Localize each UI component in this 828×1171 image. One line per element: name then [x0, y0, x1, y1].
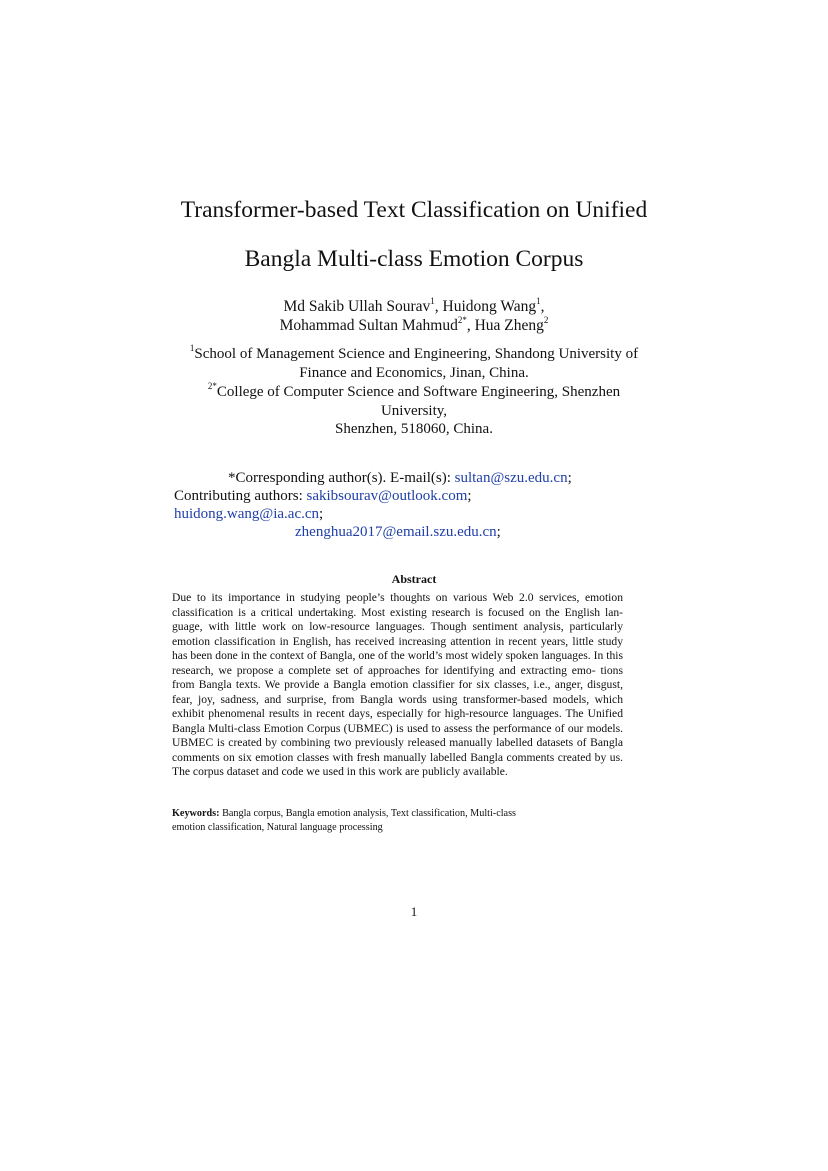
author-separator: , [434, 298, 443, 315]
keywords-line-2: emotion classification, Natural language processing [172, 822, 383, 833]
corresponding-label: *Corresponding author(s). E-mail(s): [228, 470, 455, 486]
author-affiliation-mark: 1 [536, 295, 541, 306]
contributing-email-link[interactable]: huidong.wang@ia.ac.cn [174, 506, 320, 522]
contributing-email-link[interactable]: sakibsourav@outlook.com [306, 488, 468, 504]
separator: ; [319, 506, 324, 522]
paper-title-line-1: Transformer-based Text Classification on Unified [180, 197, 648, 223]
affiliation-mark: 2* [207, 381, 217, 391]
paper-title-line-2: Bangla Multi-class Emotion Corpus [244, 246, 584, 272]
separator: ; [567, 470, 572, 486]
affiliation-mark: 1 [189, 343, 195, 353]
author-line-1 [0, 297, 828, 317]
corresponding-author-line [228, 469, 572, 487]
affiliation-1-line-2: Finance and Economics, Jinan, China. [299, 365, 529, 381]
author-affiliation-mark: 1 [430, 295, 435, 306]
author-name: Huidong Wang [442, 298, 537, 315]
separator: ; [467, 488, 472, 504]
affiliation-2-line-3: Shenzhen, 518060, China. [335, 421, 493, 437]
affiliation-text: School of Management Science and Engineering, Shandong University of [194, 346, 639, 362]
keywords-text: Bangla corpus, Bangla emotion analysis, Text classification, Multi-class [219, 808, 517, 819]
abstract-heading: Abstract [391, 572, 437, 586]
contributing-email-line-3 [295, 523, 501, 541]
author-separator: , [466, 317, 475, 334]
author-affiliation-mark: 2 [543, 314, 549, 325]
author-line-2 [0, 316, 828, 336]
contributing-label: Contributing authors: [174, 488, 307, 504]
abstract-body: Due to its importance in studying people’s thoughts on various Web 2.0 services, emotion classification is a critical undertaking. Most existing research is focused on the English lan- guage, with little work on low-resource languages. Though sentiment analysis, particularly emotion classification in English, has received increasing attention in recent years, little study has been done in the context of Bangla, one of the world’s most widely spoken languages. In this research, we propose a complete set of approaches for identifying and extracting emo- tions from Bangla texts. We provide a Bangla emotion classifier for six classes, i.e., anger, disgust, fear, joy, sadness, and surprise, from Bangla words using transformer-based models, which exhibit phenomenal results in recent days, especially for high-resource languages. The Unified Bangla Multi-class Emotion Corpus (UBMEC) is used to assess the performance of our models. UBMEC is created by combining two previously released manually labelled datasets of Bangla comments on six emotion classes with fresh manually labelled Bangla comments created by us. The corpus dataset and code we used in this work are publicly available. [172, 591, 623, 778]
author-affiliation-mark: 2* [457, 314, 467, 325]
affiliation-2-line-1 [0, 383, 828, 402]
keywords-line-1 [172, 807, 623, 821]
affiliation-1-line-1 [0, 345, 828, 364]
author-name: Mohammad Sultan Mahmud [279, 317, 458, 334]
page-number: 1 [410, 904, 418, 919]
contributing-email-line-2 [174, 505, 323, 523]
affiliation-text: College of Computer Science and Software Engineering, Shenzhen [216, 384, 621, 400]
author-name: Md Sakib Ullah Sourav [283, 298, 431, 315]
separator: ; [496, 524, 501, 540]
author-name: Hua Zheng [474, 317, 544, 334]
corresponding-email-link[interactable]: sultan@szu.edu.cn [454, 470, 568, 486]
contributing-authors-line [174, 487, 472, 505]
affiliation-2-line-2: University, [380, 403, 448, 419]
keywords-label: Keywords: [172, 808, 220, 819]
contributing-email-link[interactable]: zhenghua2017@email.szu.edu.cn [295, 524, 497, 540]
author-separator: , [540, 298, 545, 315]
